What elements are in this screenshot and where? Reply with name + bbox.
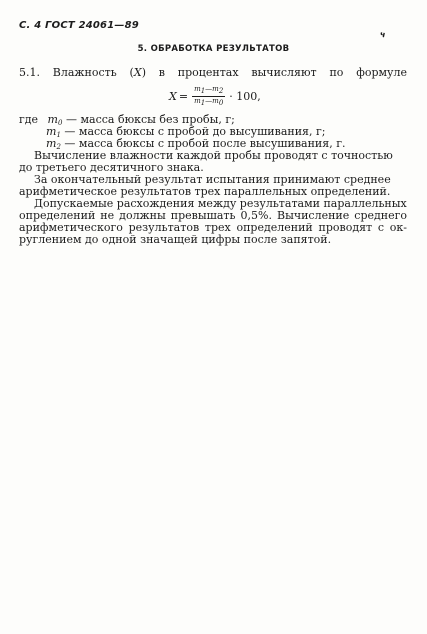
formula-fraction [192,85,225,108]
where-subscript: 1 [56,131,61,139]
where-description: — масса бюксы с пробой до высушивания, г; [64,125,326,138]
formula-numerator: $m_1—m_2$ [194,84,224,95]
where-description: — масса бюксы без пробы, г; [65,113,235,126]
p1-end: ) в процентах вычисляют по формуле [141,66,408,79]
moisture-formula [169,84,261,108]
paragraph-line: Вычисление влажности каждой пробы проводят с точностью [34,149,393,162]
paragraph-5-1 [19,66,407,79]
page-header: С. 4 ГОСТ 24061—89 [19,20,139,31]
where-symbol: m [47,113,58,126]
formula-tail: · 100, [229,89,261,103]
paragraph-line: до третьего десятичного знака. [19,161,204,174]
where-symbol: m [46,125,57,138]
formula-equals: = [178,89,189,103]
paragraph-line: арифметического результатов трех определений проводят с ок- [19,221,407,234]
paragraph-line: определений не должны превышать 0,5%. Вычисление среднего [19,209,407,222]
formula-lhs: X [169,89,177,103]
paragraph-line: Допускаемые расхождения между результатами параллельных [34,197,407,210]
handwritten-page-mark: ч [379,29,387,40]
where-subscript: 2 [56,143,61,151]
section-title: 5. ОБРАБОТКА РЕЗУЛЬТАТОВ [137,44,290,54]
paragraph-line: руглением до одной значащей цифры после запятой. [19,233,332,246]
paragraph-line: За окончательный результат испытания принимают среднее [34,173,391,186]
p1-start: 5.1. Влажность ( [19,66,134,79]
where-subscript: 0 [57,119,63,127]
where-symbol: m [46,137,57,150]
where-lead: где [19,113,39,126]
p1-variable: X [133,66,142,79]
paragraph-line: арифметическое результатов трех параллельных определений. [19,185,391,198]
formula-denominator: $m_1—m_0$ [194,96,224,107]
where-description: — масса бюксы с пробой после высушивания, г. [64,137,346,150]
